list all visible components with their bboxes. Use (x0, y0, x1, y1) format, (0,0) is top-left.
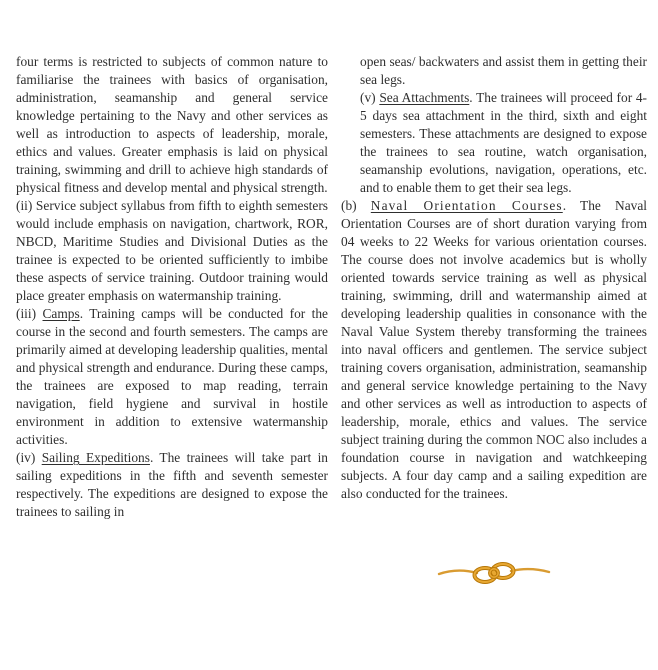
paragraph-v-title: Sea Attachments (379, 90, 470, 105)
paragraph-b-marker: (b) (341, 198, 371, 213)
paragraph-iv-body: . The trainees will take part in sailing expeditions in the fifth and seventh semester respectively. The expeditions are designed to expose the trainees to sailing in (16, 450, 328, 519)
paragraph-b (341, 197, 647, 503)
paragraph-b-title: Naval Orientation Courses (370, 198, 563, 213)
section-end-ornament (341, 559, 647, 590)
rope-knot-icon (436, 559, 552, 585)
paragraph-v-marker: (v) (360, 90, 380, 105)
paragraph-v-body: . The trainees will proceed for 4-5 days sea attachment in the third, sixth and eight semesters. These attachments are designed to expose the trainees to sea routine, watch organisation, seamanship evolutions, navigation, operations, etc. and to enable them to get their sea legs. (360, 90, 648, 195)
paragraph-iv-marker: (iv) (16, 450, 42, 465)
left-text-column (16, 53, 328, 521)
right-text-column (341, 53, 647, 503)
paragraph-iii-body: . Training camps will be conducted for the course in the second and fourth semesters. The camps are primarily aimed at developing leadership qualities, mental and physical strength and endurance. During these camps, the trainees are exposed to map reading, terrain navigation, field hygiene and survival in hostile environment in addition to extensive watermanship activities. (16, 306, 328, 447)
paragraph-iii-title: Camps (42, 306, 80, 321)
paragraph-continuation: four terms is restricted to subjects of common nature to familiarise the trainees with basics of organisation, administration, seamanship and general service knowledge pertaining to the Navy and other services as well as introduction to aspects of leadership, morale, ethics and values. Greater emphasis is laid on physical training, swimming and drill to achieve high standards of physical fitness and develop mental and physical strength. (16, 54, 328, 195)
paragraph-b-body: . The Naval Orientation Courses are of short duration varying from 04 weeks to 22 Weeks for various orientation courses. The course does not involve academics but is wholly oriented towards service training as well as physical training, swimming, drill and watermanship aimed at developing leadership qualities in consonance with the Naval Value System thereby transforming the trainees into naval officers and gentlemen. The service subject training covers organisation, administration, seamanship and general service knowledge pertaining to the Navy and other services as well as introduction to aspects of leadership, morale, ethics and values. The service subject training during the common NOC also includes a foundation course in navigation and watchkeeping subjects. A four day camp and a sailing expedition are also conducted for the trainees. (341, 198, 647, 501)
paragraph-ii: (ii) Service subject syllabus from fifth to eighth semesters would include emphasis on navigation, chartwork, ROR, NBCD, Maritime Studies and Divisional Duties as the trainee is expected to be oriented sufficiently to imbibe these aspects of service training. Outdoor training would place greater emphasis on watermanship training. (16, 198, 328, 303)
paragraph-iv-title: Sailing Expeditions (41, 450, 150, 465)
paragraph-iv-continuation: open seas/ backwaters and assist them in getting their sea legs. (360, 54, 647, 87)
paragraph-iv (16, 449, 328, 521)
indented-subparagraph-block (360, 53, 647, 197)
paragraph-iii-marker: (iii) (16, 306, 43, 321)
paragraph-v (360, 89, 647, 197)
paragraph-iii (16, 305, 328, 449)
